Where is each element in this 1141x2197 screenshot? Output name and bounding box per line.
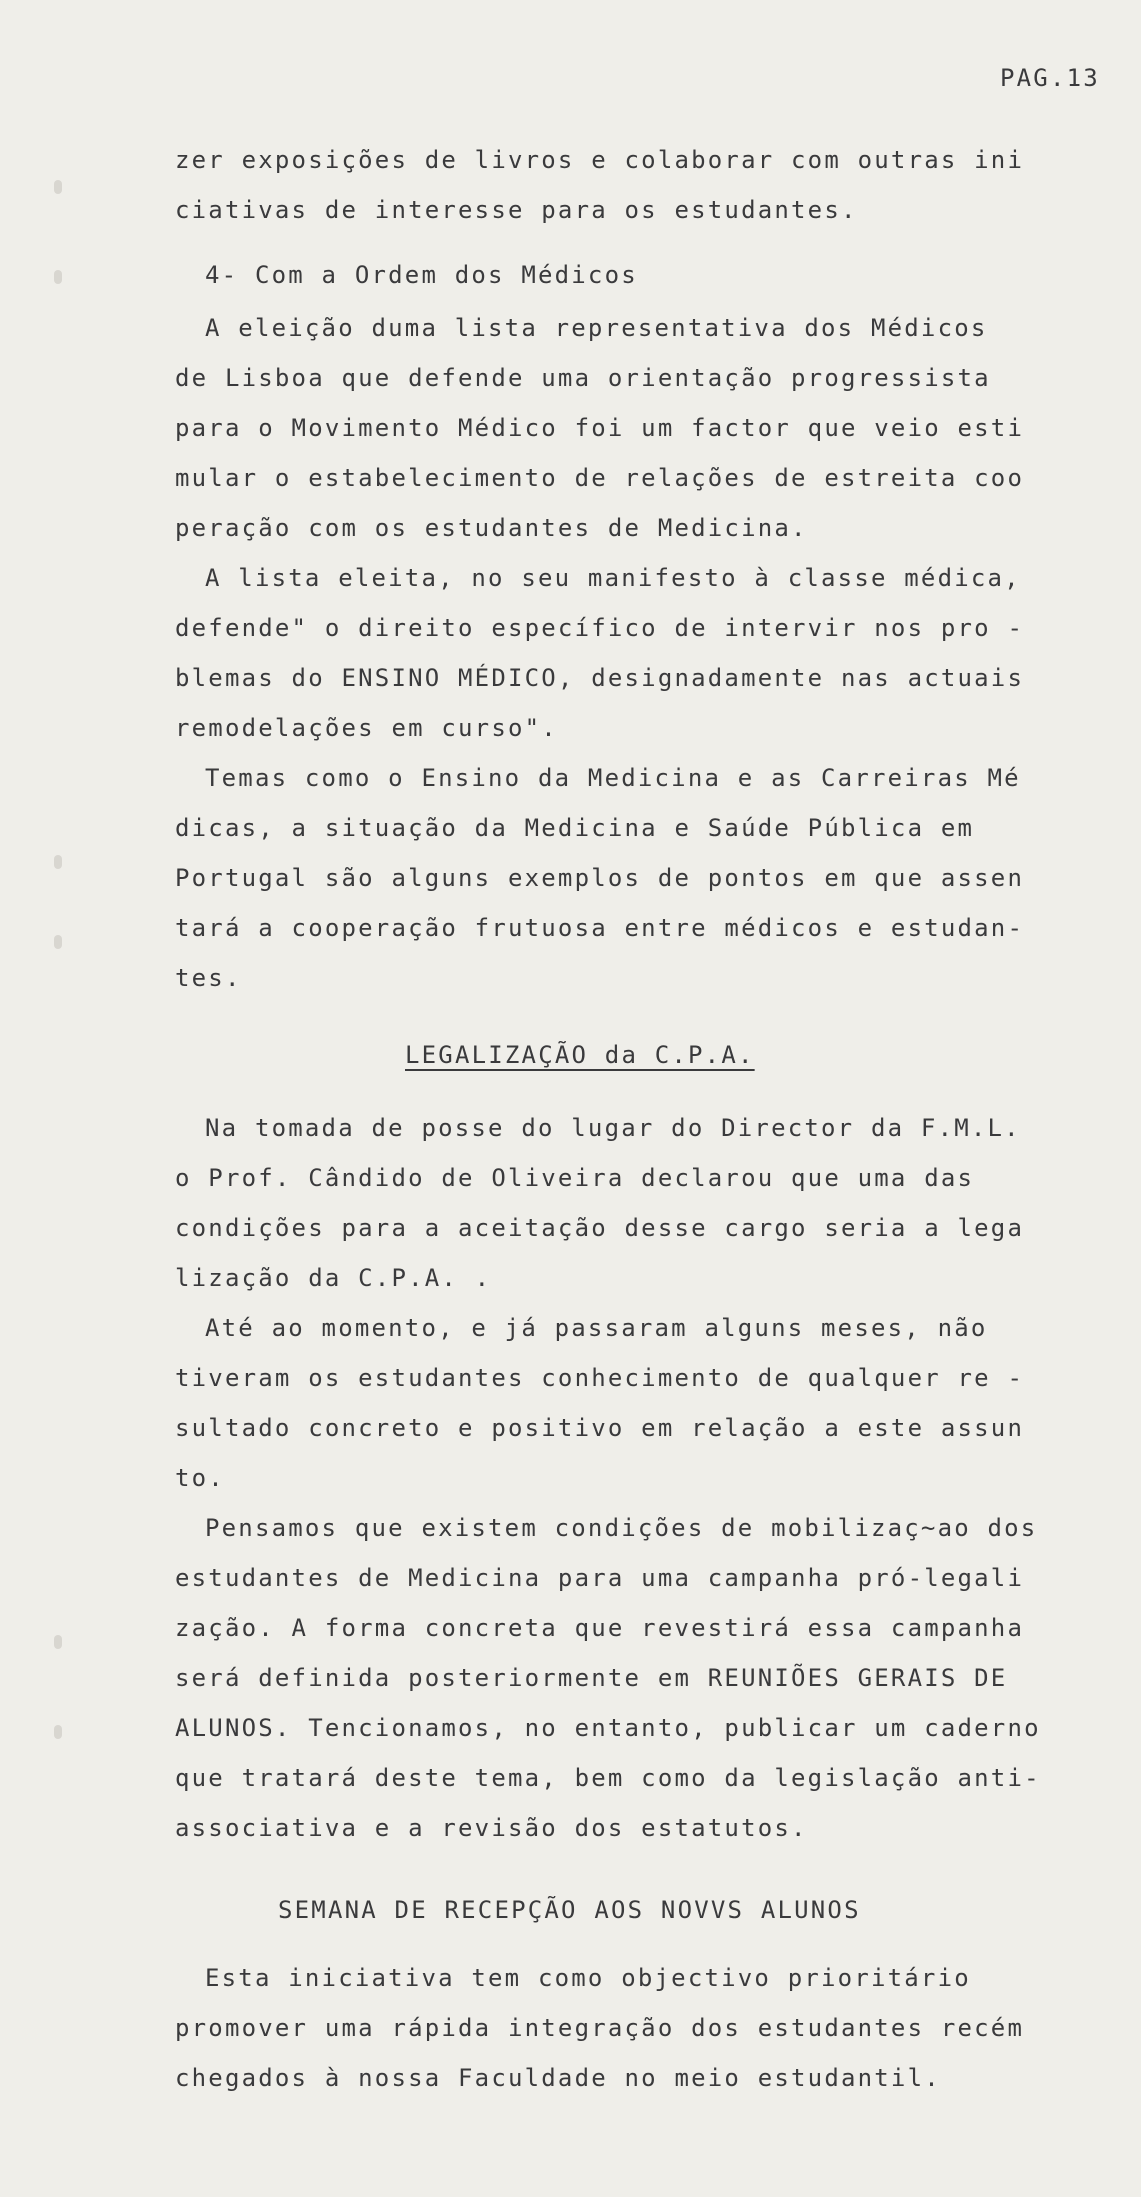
binder-hole-mark <box>54 180 62 194</box>
text-line: chegados à nossa Faculdade no meio estudantil. <box>175 2064 941 2092</box>
text-line: sultado concreto e positivo em relação a este assun <box>175 1414 1025 1442</box>
binder-hole-mark <box>54 855 62 869</box>
text-line: ciativas de interesse para os estudantes. <box>175 196 858 224</box>
text-line: para o Movimento Médico foi um factor que veio esti <box>175 414 1025 442</box>
text-line: defende" o direito específico de intervir nos pro - <box>175 614 1025 642</box>
text-line: lização da C.P.A. . <box>175 1264 492 1292</box>
text-line: condições para a aceitação desse cargo seria a lega <box>175 1214 1025 1242</box>
binder-hole-mark <box>54 1635 62 1649</box>
section-heading-semana-recepcao: SEMANA DE RECEPÇÃO AOS NOVVS ALUNOS <box>278 1896 861 1924</box>
text-line: associativa e a revisão dos estatutos. <box>175 1814 808 1842</box>
text-line: blemas do ENSINO MÉDICO, designadamente nas actuais <box>175 664 1025 692</box>
text-line: to. <box>175 1464 225 1492</box>
text-line: promover uma rápida integração dos estudantes recém <box>175 2014 1025 2042</box>
text-line: tiveram os estudantes conhecimento de qualquer re - <box>175 1364 1025 1392</box>
text-line: será definida posteriormente em REUNIÕES GERAIS DE <box>175 1664 1008 1692</box>
text-line: zer exposições de livros e colaborar com outras ini <box>175 146 1025 174</box>
text-line: Até ao momento, e já passaram alguns meses, não <box>205 1314 988 1342</box>
text-line: remodelações em curso". <box>175 714 558 742</box>
text-line: de Lisboa que defende uma orientação progressista <box>175 364 991 392</box>
text-line: que tratará deste tema, bem como da legislação anti- <box>175 1764 1041 1792</box>
text-line: tará a cooperação frutuosa entre médicos e estudan- <box>175 914 1025 942</box>
text-line: Portugal são alguns exemplos de pontos em que assen <box>175 864 1025 892</box>
text-line: A eleição duma lista representativa dos Médicos <box>205 314 988 342</box>
binder-hole-mark <box>54 1725 62 1739</box>
section-heading-legalizacao: LEGALIZAÇÃO da C.P.A. <box>405 1041 755 1069</box>
text-line: ALUNOS. Tencionamos, no entanto, publicar um caderno <box>175 1714 1041 1742</box>
text-line: zação. A forma concreta que revestirá essa campanha <box>175 1614 1025 1642</box>
text-line: tes. <box>175 964 242 992</box>
text-line: Pensamos que existem condições de mobilizaç~ao dos <box>205 1514 1038 1542</box>
text-line: A lista eleita, no seu manifesto à classe médica, <box>205 564 1021 592</box>
text-line: Na tomada de posse do lugar do Director da F.M.L. <box>205 1114 1021 1142</box>
text-line: dicas, a situação da Medicina e Saúde Pública em <box>175 814 975 842</box>
binder-hole-mark <box>54 270 62 284</box>
text-line: o Prof. Cândido de Oliveira declarou que uma das <box>175 1164 975 1192</box>
page-number: PAG.13 <box>1000 64 1100 92</box>
binder-hole-mark <box>54 935 62 949</box>
text-line: mular o estabelecimento de relações de estreita coo <box>175 464 1025 492</box>
text-line: peração com os estudantes de Medicina. <box>175 514 808 542</box>
text-line: Esta iniciativa tem como objectivo prioritário <box>205 1964 971 1992</box>
text-line: estudantes de Medicina para uma campanha pró-legali <box>175 1564 1025 1592</box>
text-line: 4- Com a Ordem dos Médicos <box>205 261 638 289</box>
text-line: Temas como o Ensino da Medicina e as Carreiras Mé <box>205 764 1021 792</box>
